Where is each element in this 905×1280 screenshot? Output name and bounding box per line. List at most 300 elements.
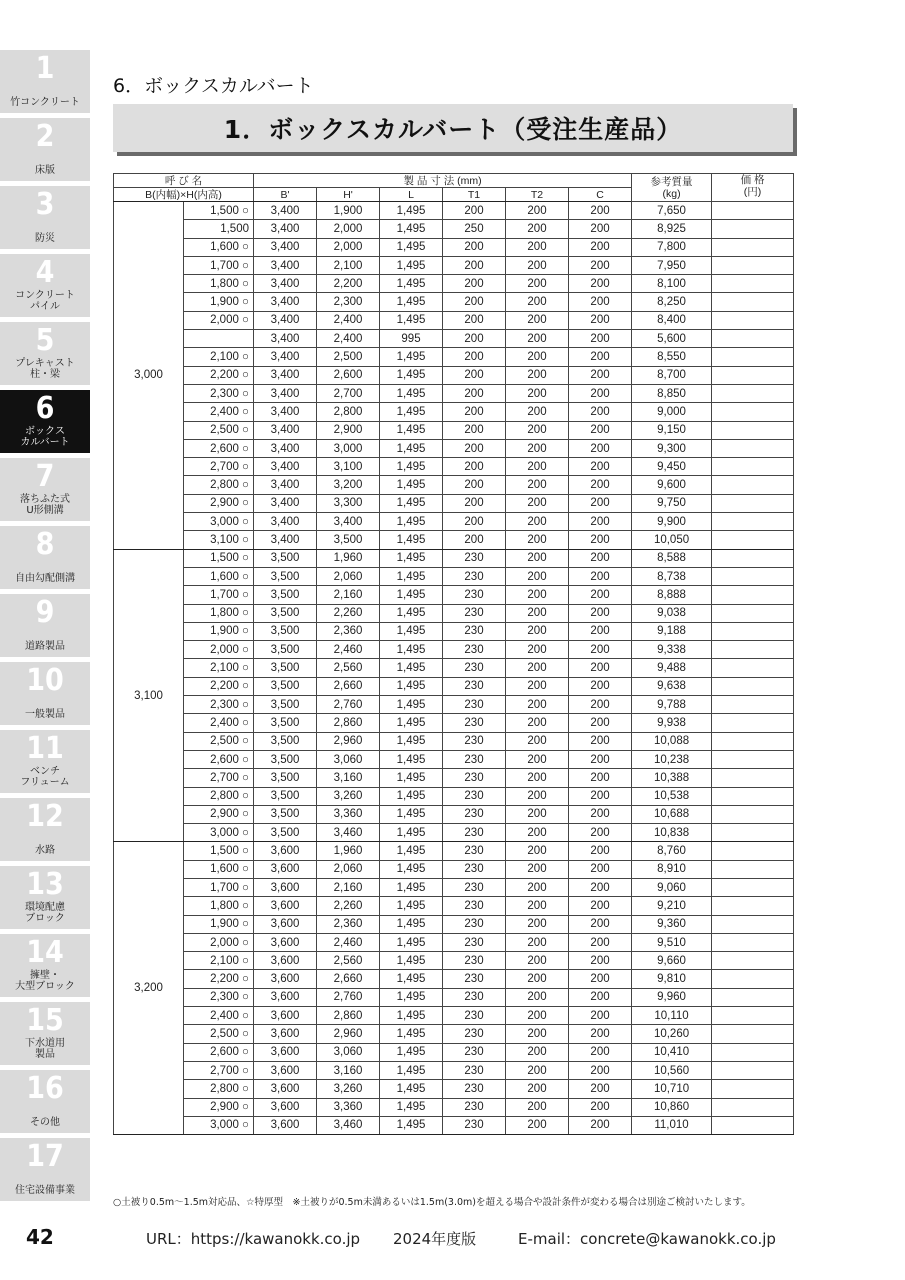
b-cell: 3,600 [254,1061,317,1079]
price-cell [712,202,794,220]
t2-cell: 200 [506,1007,569,1025]
inner-height-cell: 2,000 ○ [184,641,254,659]
t2-cell: 200 [506,933,569,951]
c-cell: 200 [569,513,632,531]
mass-cell: 9,188 [632,622,712,640]
t2-cell: 200 [506,732,569,750]
l-cell: 1,495 [380,842,443,860]
mass-cell: 9,600 [632,476,712,494]
mass-cell: 10,238 [632,750,712,768]
price-cell [712,586,794,604]
inner-height-cell: 2,700 ○ [184,769,254,787]
l-cell: 1,495 [380,549,443,567]
table-row [114,586,794,604]
price-cell [712,220,794,238]
h-cell: 3,460 [317,1116,380,1134]
table-row [114,202,794,220]
chapter-tab-9[interactable] [0,594,90,657]
chapter-tab-number: 14 [26,935,64,970]
t1-cell: 230 [443,586,506,604]
h-cell: 2,700 [317,384,380,402]
chapter-tab-6[interactable] [0,390,90,453]
l-cell: 1,495 [380,1116,443,1134]
t1-cell: 200 [443,348,506,366]
l-cell: 1,495 [380,293,443,311]
c-cell: 200 [569,421,632,439]
t1-cell: 230 [443,952,506,970]
table-row [114,988,794,1006]
t2-cell: 200 [506,256,569,274]
l-cell: 1,495 [380,604,443,622]
chapter-tab-5[interactable] [0,322,90,385]
t1-cell: 230 [443,567,506,585]
b-cell: 3,500 [254,769,317,787]
l-cell: 1,495 [380,1043,443,1061]
inner-height-cell: 2,400 ○ [184,714,254,732]
t1-cell: 250 [443,220,506,238]
t1-cell: 200 [443,202,506,220]
c-cell: 200 [569,275,632,293]
chapter-tab-number: 6 [35,391,55,426]
l-cell: 1,495 [380,952,443,970]
chapter-tab-label: 落ちふた式 U形側溝 [20,494,70,516]
inner-height-cell: 2,100 ○ [184,952,254,970]
b-cell: 3,500 [254,714,317,732]
table-row [114,476,794,494]
l-cell: 1,495 [380,348,443,366]
b-cell: 3,600 [254,1007,317,1025]
b-cell: 3,400 [254,531,317,549]
l-cell: 1,495 [380,897,443,915]
b-cell: 3,500 [254,750,317,768]
c-cell: 200 [569,696,632,714]
inner-height-cell: 2,200 ○ [184,366,254,384]
h-cell: 2,460 [317,641,380,659]
t1-cell: 200 [443,476,506,494]
t2-cell: 200 [506,275,569,293]
inner-height-cell: 2,400 ○ [184,403,254,421]
t2-cell: 200 [506,1025,569,1043]
price-cell [712,915,794,933]
inner-height-cell: 1,800 ○ [184,897,254,915]
mass-cell: 10,860 [632,1098,712,1116]
c-cell: 200 [569,476,632,494]
chapter-tab-number: 1 [35,51,55,86]
table-row [114,696,794,714]
h-cell: 3,260 [317,787,380,805]
mass-cell: 10,388 [632,769,712,787]
h-cell: 2,760 [317,988,380,1006]
h-cell: 1,900 [317,202,380,220]
mass-cell: 8,250 [632,293,712,311]
inner-height-cell: 2,500 ○ [184,1025,254,1043]
table-row [114,439,794,457]
b-cell: 3,600 [254,952,317,970]
t2-cell: 200 [506,366,569,384]
mass-cell: 9,510 [632,933,712,951]
inner-height-cell: 1,900 ○ [184,915,254,933]
c-cell: 200 [569,1007,632,1025]
chapter-tab-label: 環境配慮 ブロック [25,902,65,924]
h-cell: 3,400 [317,513,380,531]
price-cell [712,531,794,549]
inner-height-cell: 1,700 ○ [184,586,254,604]
inner-height-cell: 3,100 ○ [184,531,254,549]
chapter-tab-number: 9 [35,595,55,630]
table-row [114,714,794,732]
h-cell: 2,560 [317,952,380,970]
l-cell: 1,495 [380,421,443,439]
t2-cell: 200 [506,860,569,878]
inner-height-cell: 1,600 ○ [184,860,254,878]
t1-cell: 200 [443,275,506,293]
inner-height-cell: 2,800 ○ [184,1080,254,1098]
h-cell: 2,500 [317,348,380,366]
inner-height-cell: 2,300 ○ [184,384,254,402]
mass-cell: 8,588 [632,549,712,567]
table-row [114,494,794,512]
l-cell: 1,495 [380,750,443,768]
table-row [114,750,794,768]
chapter-tab-label: コンクリート パイル [15,290,75,312]
table-row [114,952,794,970]
price-cell [712,622,794,640]
footer-url: URL：https://kawanokk.co.jp [146,1230,361,1248]
mass-cell: 10,088 [632,732,712,750]
header-c: C [569,188,632,202]
t2-cell: 200 [506,878,569,896]
inner-height-cell [184,330,254,348]
c-cell: 200 [569,531,632,549]
inner-height-cell: 2,500 ○ [184,732,254,750]
chapter-tab-7[interactable] [0,458,90,521]
mass-cell: 8,925 [632,220,712,238]
t2-cell: 200 [506,586,569,604]
h-cell: 2,760 [317,696,380,714]
table-row [114,549,794,567]
chapter-tab-number: 12 [26,799,64,834]
table-row [114,860,794,878]
inner-width-cell: 3,100 [114,549,184,842]
l-cell: 1,495 [380,677,443,695]
price-cell [712,421,794,439]
table-row [114,311,794,329]
table-row [114,842,794,860]
price-cell [712,1043,794,1061]
inner-height-cell: 2,700 ○ [184,1061,254,1079]
mass-cell: 10,110 [632,1007,712,1025]
price-cell [712,677,794,695]
h-cell: 3,000 [317,439,380,457]
chapter-tab-17[interactable] [0,1138,90,1201]
b-cell: 3,400 [254,311,317,329]
banner-title: 1．ボックスカルバート（受注生産品） [223,115,683,144]
inner-height-cell: 2,000 ○ [184,311,254,329]
table-row [114,1043,794,1061]
chapter-tab-label: ベンチ フリューム [20,766,70,788]
c-cell: 200 [569,805,632,823]
inner-height-cell: 2,900 ○ [184,494,254,512]
b-cell: 3,400 [254,202,317,220]
t2-cell: 200 [506,622,569,640]
inner-height-cell: 2,600 ○ [184,750,254,768]
chapter-tab-16[interactable] [0,1070,90,1133]
chapter-tab-number: 5 [35,323,55,358]
mass-cell: 8,100 [632,275,712,293]
t1-cell: 200 [443,513,506,531]
l-cell: 1,495 [380,641,443,659]
header-mass-unit: (kg) [662,187,681,200]
c-cell: 200 [569,824,632,842]
b-cell: 3,400 [254,403,317,421]
table-row [114,878,794,896]
t2-cell: 200 [506,805,569,823]
t2-cell: 200 [506,677,569,695]
l-cell: 1,495 [380,275,443,293]
b-cell: 3,500 [254,586,317,604]
table-row [114,403,794,421]
header-h: H' [317,188,380,202]
table-row [114,641,794,659]
price-cell [712,988,794,1006]
b-cell: 3,500 [254,549,317,567]
t2-cell: 200 [506,659,569,677]
table-row [114,1080,794,1098]
header-l: L [380,188,443,202]
c-cell: 200 [569,439,632,457]
l-cell: 1,495 [380,439,443,457]
t1-cell: 230 [443,732,506,750]
c-cell: 200 [569,714,632,732]
chapter-tab-1[interactable] [0,50,90,113]
chapter-tab-12[interactable] [0,798,90,861]
mass-cell: 9,810 [632,970,712,988]
chapter-tab-3[interactable] [0,186,90,249]
t2-cell: 200 [506,750,569,768]
inner-height-cell: 3,000 ○ [184,513,254,531]
h-cell: 2,900 [317,421,380,439]
h-cell: 2,360 [317,622,380,640]
price-cell [712,1061,794,1079]
c-cell: 200 [569,348,632,366]
mass-cell: 9,660 [632,952,712,970]
h-cell: 3,160 [317,1061,380,1079]
inner-height-cell: 1,500 ○ [184,842,254,860]
t1-cell: 200 [443,421,506,439]
h-cell: 2,160 [317,878,380,896]
mass-cell: 8,700 [632,366,712,384]
title-banner [113,104,793,152]
inner-height-cell: 1,500 ○ [184,549,254,567]
t1-cell: 200 [443,293,506,311]
c-cell: 200 [569,787,632,805]
l-cell: 1,495 [380,878,443,896]
footer-email: E-mail：concrete@kawanokk.co.jp [518,1230,776,1248]
chapter-tab-13[interactable] [0,866,90,929]
t1-cell: 230 [443,1098,506,1116]
l-cell: 1,495 [380,769,443,787]
c-cell: 200 [569,549,632,567]
h-cell: 2,160 [317,586,380,604]
chapter-tab-4[interactable] [0,254,90,317]
price-cell [712,842,794,860]
l-cell: 995 [380,330,443,348]
c-cell: 200 [569,970,632,988]
inner-height-cell: 3,000 ○ [184,824,254,842]
chapter-tab-number: 11 [26,731,64,766]
table-row [114,1061,794,1079]
c-cell: 200 [569,604,632,622]
t1-cell: 230 [443,696,506,714]
h-cell: 2,860 [317,1007,380,1025]
c-cell: 200 [569,366,632,384]
h-cell: 2,360 [317,915,380,933]
chapter-tab-2[interactable] [0,118,90,181]
mass-cell: 7,650 [632,202,712,220]
inner-height-cell: 3,000 ○ [184,1116,254,1134]
inner-height-cell: 2,500 ○ [184,421,254,439]
header-nominal: 呼 び 名 [114,174,254,188]
chapter-tab-number: 16 [26,1071,64,1106]
b-cell: 3,400 [254,256,317,274]
inner-height-cell: 2,100 ○ [184,348,254,366]
t2-cell: 200 [506,311,569,329]
c-cell: 200 [569,750,632,768]
header-price-unit: (円) [743,186,762,198]
price-cell [712,348,794,366]
h-cell: 3,060 [317,750,380,768]
inner-height-cell: 1,700 ○ [184,256,254,274]
table-row [114,769,794,787]
t1-cell: 230 [443,824,506,842]
b-cell: 3,600 [254,988,317,1006]
t1-cell: 200 [443,366,506,384]
b-cell: 3,400 [254,439,317,457]
t1-cell: 230 [443,549,506,567]
c-cell: 200 [569,659,632,677]
c-cell: 200 [569,897,632,915]
c-cell: 200 [569,293,632,311]
c-cell: 200 [569,622,632,640]
t1-cell: 230 [443,1116,506,1134]
inner-height-cell: 1,600 ○ [184,238,254,256]
c-cell: 200 [569,952,632,970]
inner-height-cell: 2,600 ○ [184,439,254,457]
l-cell: 1,495 [380,1061,443,1079]
chapter-tab-label: 下水道用 製品 [25,1038,65,1060]
h-cell: 3,160 [317,769,380,787]
chapter-tab-11[interactable] [0,730,90,793]
inner-height-cell: 2,000 ○ [184,933,254,951]
h-cell: 1,960 [317,549,380,567]
h-cell: 2,400 [317,311,380,329]
c-cell: 200 [569,988,632,1006]
mass-cell: 5,600 [632,330,712,348]
table-row [114,933,794,951]
b-cell: 3,600 [254,1098,317,1116]
inner-height-cell: 2,900 ○ [184,805,254,823]
c-cell: 200 [569,677,632,695]
t1-cell: 230 [443,970,506,988]
inner-width-cell: 3,000 [114,202,184,550]
price-cell [712,476,794,494]
b-cell: 3,500 [254,787,317,805]
t2-cell: 200 [506,531,569,549]
mass-cell: 10,838 [632,824,712,842]
chapter-tab-10[interactable] [0,662,90,725]
price-cell [712,1098,794,1116]
c-cell: 200 [569,256,632,274]
b-cell: 3,500 [254,641,317,659]
chapter-tab-number: 17 [26,1139,64,1174]
b-cell: 3,600 [254,915,317,933]
b-cell: 3,500 [254,659,317,677]
t2-cell: 200 [506,787,569,805]
h-cell: 2,600 [317,366,380,384]
price-cell [712,293,794,311]
b-cell: 3,500 [254,677,317,695]
t2-cell: 200 [506,970,569,988]
table-row [114,1116,794,1134]
b-cell: 3,400 [254,275,317,293]
c-cell: 200 [569,842,632,860]
price-cell [712,330,794,348]
t1-cell: 230 [443,677,506,695]
mass-cell: 10,538 [632,787,712,805]
t2-cell: 200 [506,403,569,421]
l-cell: 1,495 [380,860,443,878]
chapter-tab-number: 2 [35,119,55,154]
t1-cell: 200 [443,256,506,274]
l-cell: 1,495 [380,366,443,384]
table-row [114,970,794,988]
footnote: ○土被り0.5m～1.5m対応品、☆特厚型 ※土被りが0.5m未満あるいは1.5m(3.0m)を超える場合や設計条件が変わる場合は別途ご検討いたします。 [113,1197,751,1208]
table-row [114,1007,794,1025]
l-cell: 1,495 [380,458,443,476]
chapter-tab-8[interactable] [0,526,90,589]
table-row [114,384,794,402]
c-cell: 200 [569,1061,632,1079]
chapter-tab-label: ボックス カルバート [20,426,70,448]
h-cell: 3,300 [317,494,380,512]
price-cell [712,787,794,805]
h-cell: 2,400 [317,330,380,348]
t1-cell: 200 [443,439,506,457]
chapter-sidebar [0,50,90,1206]
mass-cell: 10,688 [632,805,712,823]
chapter-tab-label: 防災 [35,233,55,244]
t1-cell: 230 [443,622,506,640]
b-cell: 3,400 [254,348,317,366]
c-cell: 200 [569,330,632,348]
chapter-tab-14[interactable] [0,934,90,997]
price-cell [712,604,794,622]
mass-cell: 8,910 [632,860,712,878]
c-cell: 200 [569,933,632,951]
t1-cell: 230 [443,714,506,732]
l-cell: 1,495 [380,238,443,256]
t1-cell: 230 [443,860,506,878]
price-cell [712,275,794,293]
inner-height-cell: 2,600 ○ [184,1043,254,1061]
price-cell [712,732,794,750]
l-cell: 1,495 [380,1025,443,1043]
mass-cell: 9,488 [632,659,712,677]
chapter-tab-label: 水路 [35,845,55,856]
c-cell: 200 [569,641,632,659]
chapter-tab-15[interactable] [0,1002,90,1065]
t2-cell: 200 [506,330,569,348]
